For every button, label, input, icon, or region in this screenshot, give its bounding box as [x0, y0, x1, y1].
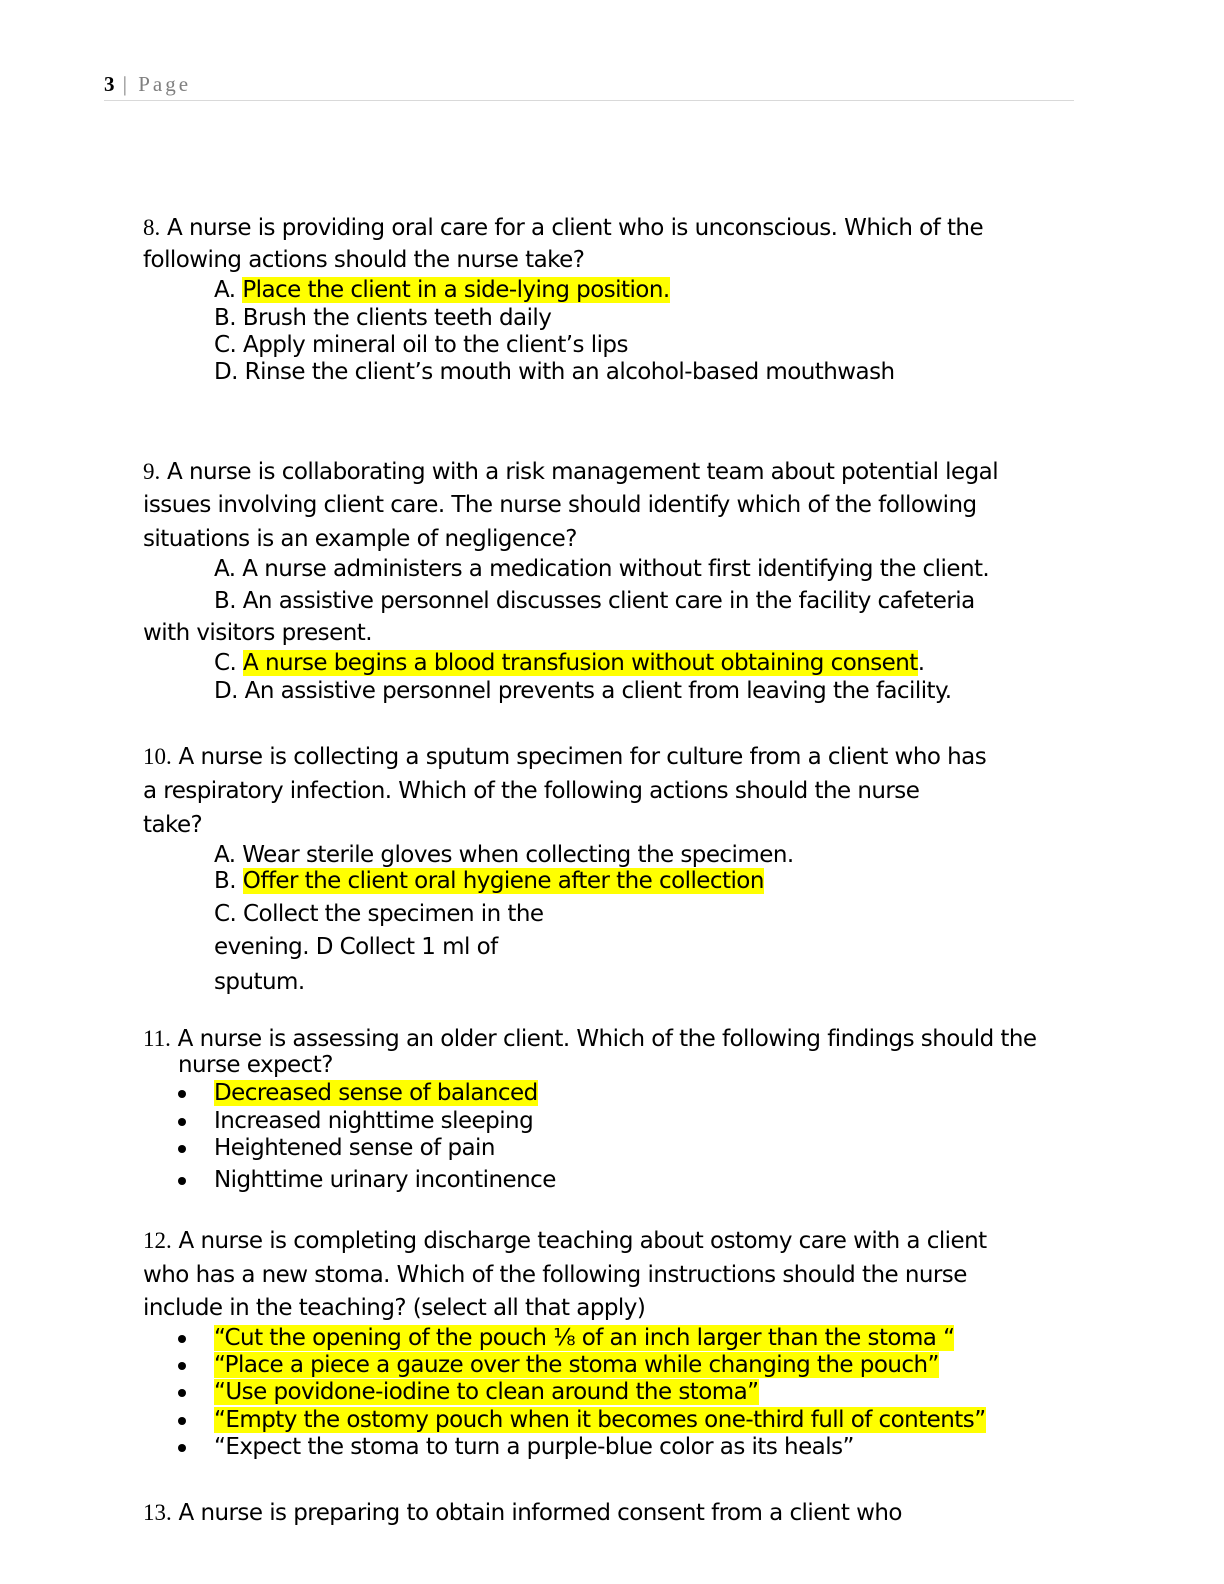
bullet-icon: [178, 1090, 186, 1098]
question-8-stem-line-2: following actions should the nurse take?: [143, 247, 585, 273]
bullet-icon: [178, 1335, 186, 1343]
highlighted-answer: Place the client in a side-lying position.: [242, 277, 670, 303]
question-11-stem-line-1: 11. A nurse is assessing an older client. Which of the following findings should the: [143, 1026, 1037, 1052]
highlighted-answer: “Place a piece a gauze over the stoma while changing the pouch”: [214, 1352, 939, 1378]
bullet-icon: [178, 1177, 186, 1185]
question-10-number: 10.: [143, 744, 172, 769]
bullet-icon: [178, 1417, 186, 1425]
highlighted-answer: Offer the client oral hygiene after the collection: [242, 868, 764, 894]
question-12-option-2: [214, 1350, 939, 1380]
question-8-number: 8.: [143, 215, 161, 240]
question-11-number: 11.: [143, 1026, 171, 1051]
question-10-option-c-line-2: evening. D Collect 1 ml of: [214, 934, 498, 960]
question-9-option-a: A. A nurse administers a medication without first identifying the client.: [214, 556, 990, 582]
question-13-stem-line-1: 13. A nurse is preparing to obtain informed consent from a client who: [143, 1500, 902, 1526]
page-header: [104, 72, 1074, 101]
highlighted-answer: “Cut the opening of the pouch ⅛ of an inch larger than the stoma “: [214, 1325, 955, 1351]
question-10-option-b: B. Offer the client oral hygiene after the collection: [214, 868, 764, 894]
question-8-option-a: A. Place the client in a side-lying position.: [214, 277, 670, 303]
page-word: Page: [138, 72, 192, 96]
question-9-option-d: D. An assistive personnel prevents a client from leaving the facility.: [214, 678, 952, 704]
highlighted-answer: “Use povidone-iodine to clean around the stoma”: [214, 1379, 759, 1405]
question-12-option-3: [214, 1377, 759, 1407]
question-11-option-2: Increased nighttime sleeping: [214, 1108, 534, 1134]
bullet-icon: [178, 1389, 186, 1397]
question-11-option-4: Nighttime urinary incontinence: [214, 1167, 556, 1193]
question-9-stem-line-1: 9. A nurse is collaborating with a risk management team about potential legal: [143, 459, 999, 485]
question-9-stem-line-3: situations is an example of negligence?: [143, 526, 577, 552]
question-10-option-c-line-3: sputum.: [214, 969, 305, 995]
bullet-icon: [178, 1362, 186, 1370]
page-number: 3: [104, 72, 115, 96]
highlighted-answer: Decreased sense of balanced: [214, 1080, 538, 1106]
question-9-number: 9.: [143, 459, 161, 484]
question-11-option-3: Heightened sense of pain: [214, 1135, 495, 1161]
question-8-option-d: D. Rinse the client’s mouth with an alcohol-based mouthwash: [214, 359, 895, 385]
question-8-option-c: C. Apply mineral oil to the client’s lips: [214, 332, 628, 358]
highlighted-answer: A nurse begins a blood transfusion without obtaining consent: [243, 650, 918, 676]
question-10-stem-line-1: 10. A nurse is collecting a sputum specimen for culture from a client who has: [143, 744, 987, 770]
question-11-option-1: [214, 1078, 538, 1108]
question-12-option-5: “Expect the stoma to turn a purple-blue color as its heals”: [214, 1434, 854, 1460]
question-12-stem-line-2: who has a new stoma. Which of the following instructions should the nurse: [143, 1262, 967, 1288]
question-8-option-b: B. Brush the clients teeth daily: [214, 305, 552, 331]
bullet-icon: [178, 1118, 186, 1126]
question-10-option-a: A. Wear sterile gloves when collecting the specimen.: [214, 842, 794, 868]
question-13-number: 13.: [143, 1500, 172, 1525]
question-12-option-4: [214, 1405, 986, 1435]
question-10-stem-line-3: take?: [143, 812, 203, 838]
page-separator: |: [114, 72, 139, 96]
question-12-stem-line-1: 12. A nurse is completing discharge teaching about ostomy care with a client: [143, 1228, 987, 1254]
question-9-option-b: B. An assistive personnel discusses client care in the facility cafeteria: [214, 588, 975, 614]
question-12-stem-line-3: include in the teaching? (select all that apply): [143, 1295, 646, 1321]
bullet-icon: [178, 1444, 186, 1452]
question-9-option-b-continued: with visitors present.: [143, 620, 372, 646]
question-10-stem-line-2: a respiratory infection. Which of the following actions should the nurse: [143, 778, 920, 804]
question-9-stem-line-2: issues involving client care. The nurse should identify which of the following: [143, 492, 977, 518]
question-12-number: 12.: [143, 1228, 172, 1253]
question-10-option-c-line-1: C. Collect the specimen in the: [214, 901, 544, 927]
question-8-stem-line-1: 8. A nurse is providing oral care for a client who is unconscious. Which of the: [143, 215, 984, 241]
bullet-icon: [178, 1145, 186, 1153]
question-12-option-1: [214, 1323, 954, 1353]
question-9-option-c: C. A nurse begins a blood transfusion without obtaining consent.: [214, 650, 925, 676]
highlighted-answer: “Empty the ostomy pouch when it becomes one-third full of contents”: [214, 1407, 986, 1433]
question-11-stem-line-2: nurse expect?: [178, 1052, 333, 1078]
